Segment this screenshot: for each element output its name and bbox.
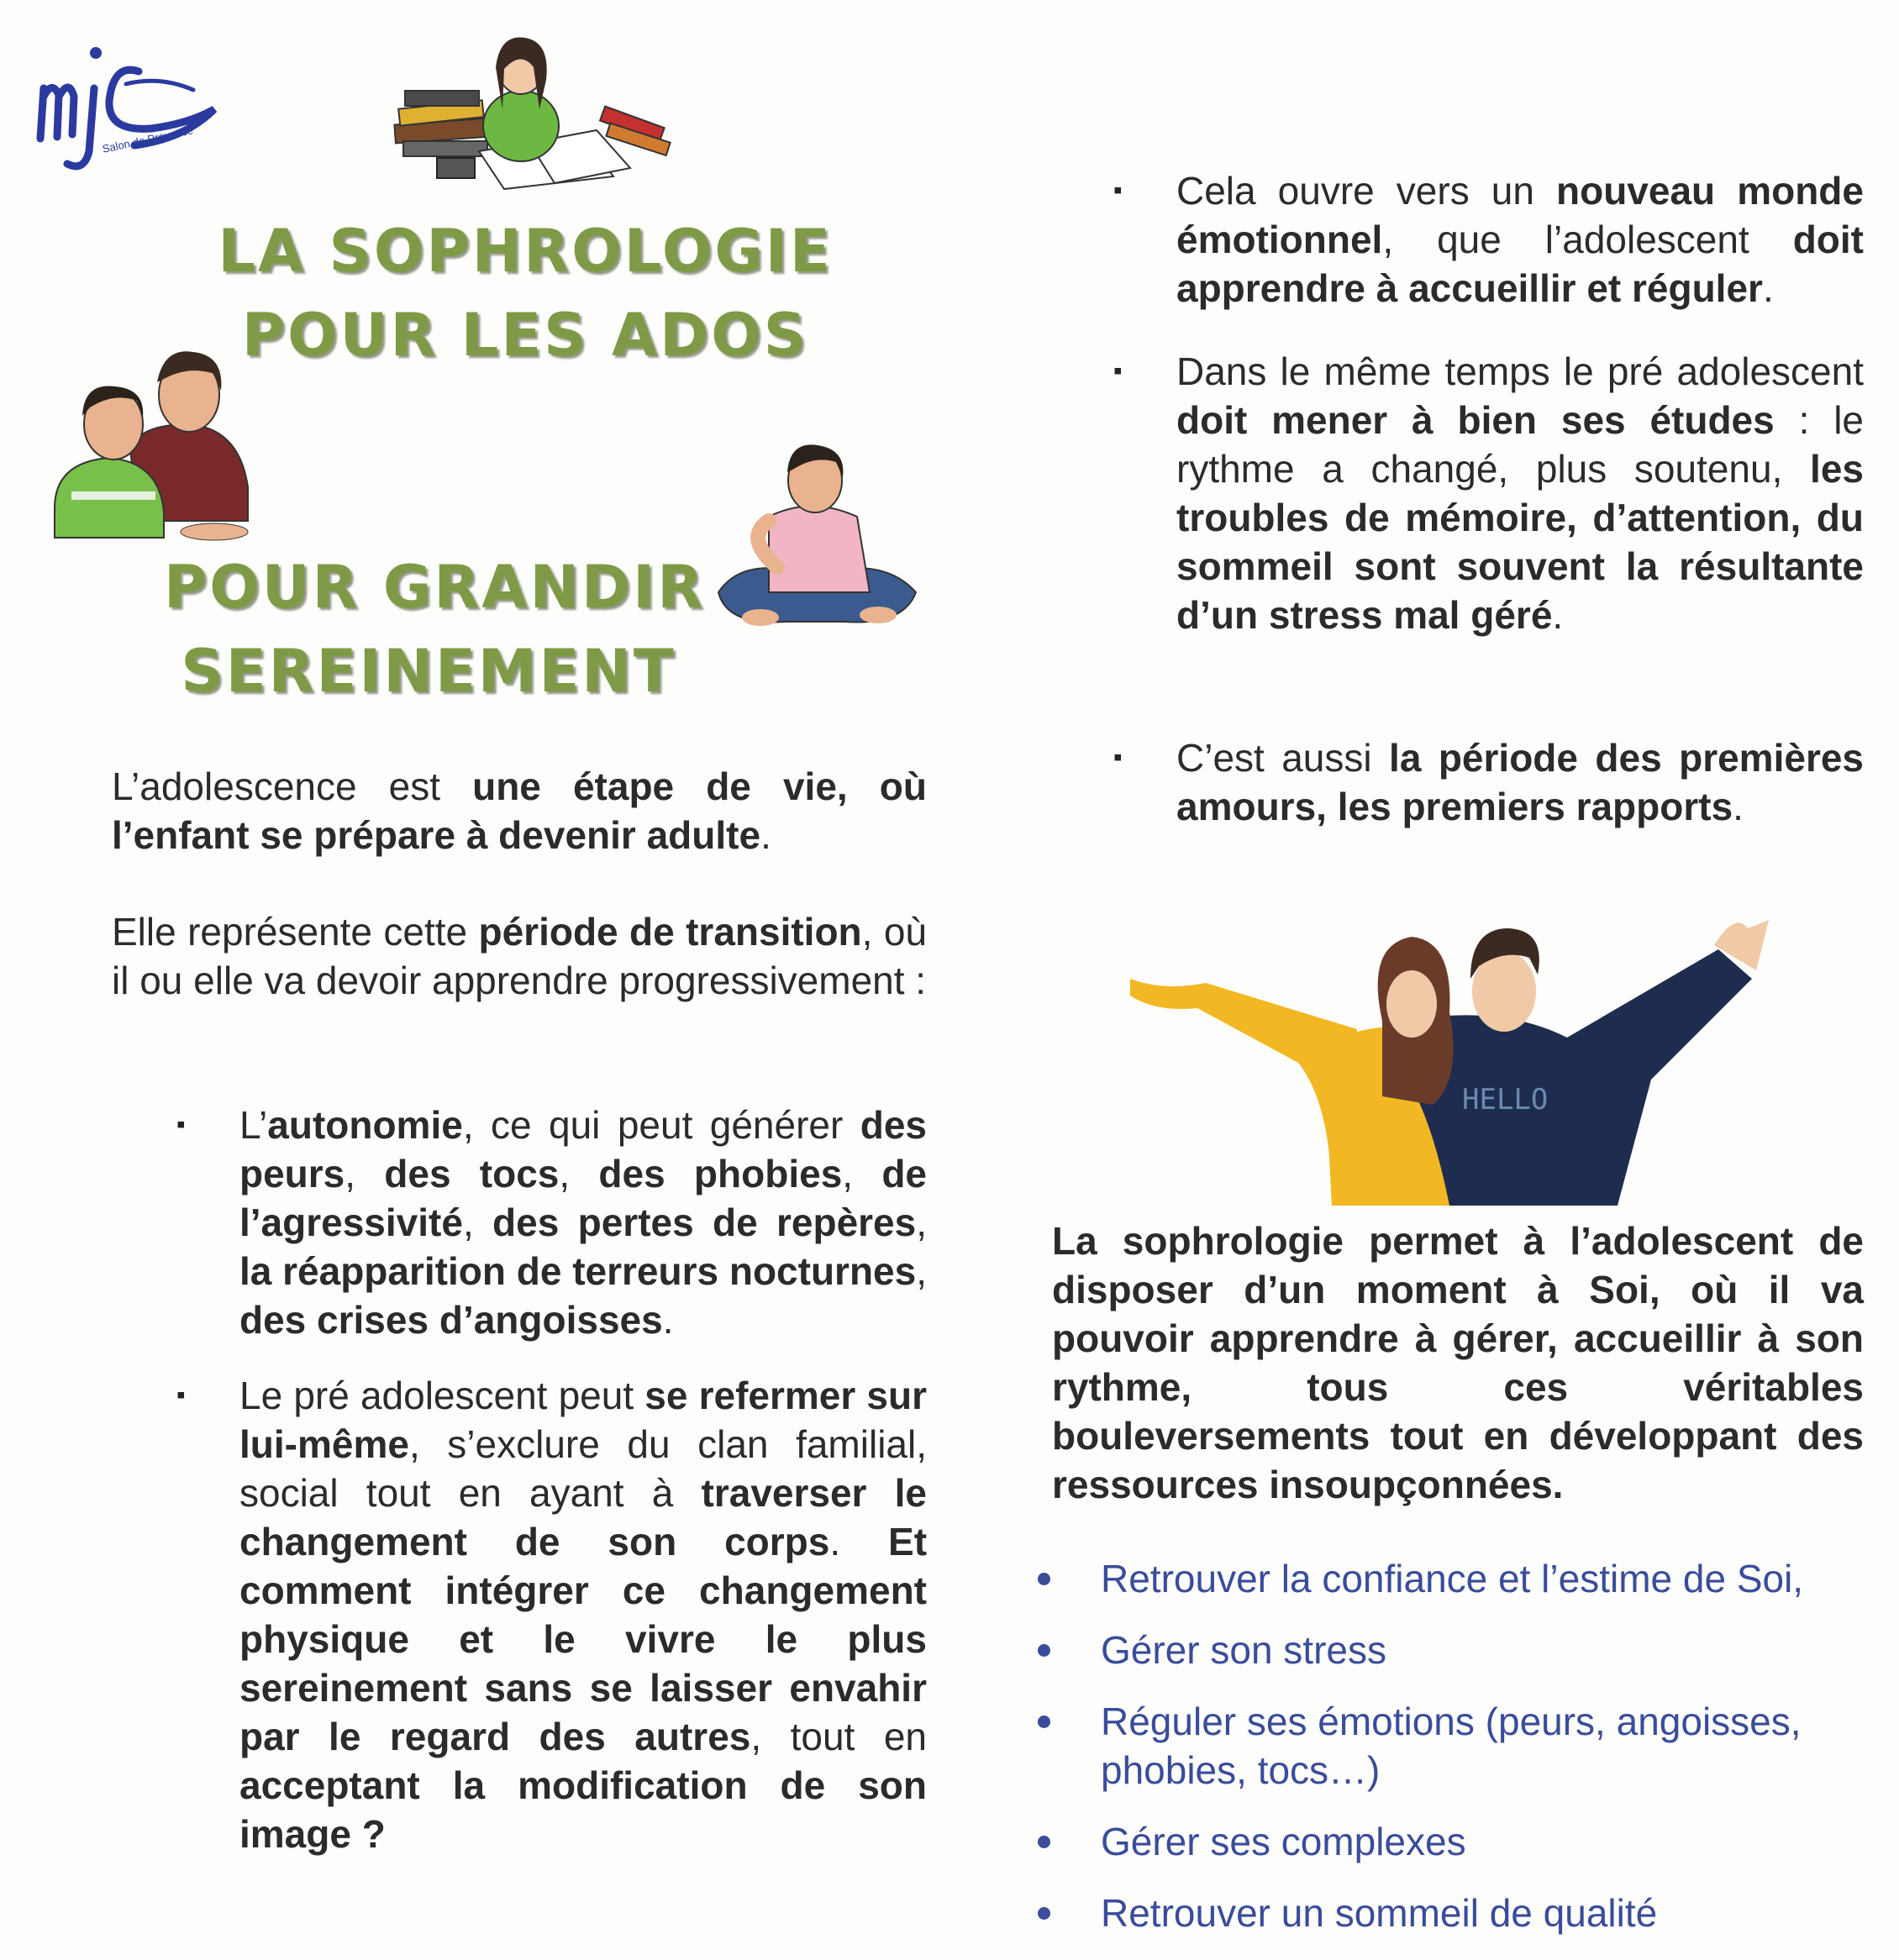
bold-text-segment: des peurs	[239, 1103, 927, 1195]
bullet-marker: ▪	[1113, 176, 1123, 204]
benefit-text: Réguler ses émotions (peurs, angoisses, phobies, tocs…)	[1101, 1700, 1802, 1792]
benefit-item	[1038, 1817, 1865, 1866]
text-segment: , tout en	[750, 1715, 927, 1758]
text-segment: , où il ou elle va devoir apprendre progressivement :	[112, 910, 927, 1002]
bullet-marker: ▪	[176, 1381, 186, 1409]
bullet-dot	[1038, 1836, 1050, 1848]
father-son-illustration	[46, 340, 256, 546]
bold-text-segment: la réapparition de terreurs nocturnes	[239, 1249, 917, 1293]
text-segment: : le rythme a changé, plus soutenu,	[1176, 398, 1864, 491]
couple-illustration	[1130, 912, 1781, 1206]
benefits-list	[1038, 1554, 1865, 1960]
right-bullet-monde-emotionnel	[1176, 166, 1864, 313]
text-segment: ,	[462, 1201, 493, 1244]
hello-text: HELLO	[1462, 1083, 1549, 1117]
bold-text-segment: des pertes de repères	[492, 1201, 917, 1244]
text-segment: , s’exclure du clan familial, social tout en ayant à	[239, 1422, 927, 1515]
intro-paragraph-1	[112, 762, 927, 859]
bullet-dot	[1038, 1716, 1050, 1728]
sitting-boy-illustration	[710, 428, 920, 643]
benefit-item	[1038, 1889, 1865, 1937]
text-segment: , ce qui peut générer	[462, 1103, 860, 1147]
bold-text-segment: Et comment intégrer ce changement physique et le vivre le plus sereinement sans se laisser envahir par le regard des autres	[239, 1520, 928, 1758]
text-segment: .	[760, 813, 771, 857]
title-line-2: POUR LES ADOS	[241, 301, 809, 370]
bold-text-segment: se refermer sur lui-même	[239, 1374, 927, 1466]
title-line-4: SEREINEMENT	[181, 637, 676, 706]
bold-text-segment: de l’agressivité	[239, 1152, 927, 1244]
text-segment: ,	[559, 1152, 599, 1195]
left-bullet-refermer	[239, 1371, 927, 1858]
text-segment: ,	[916, 1249, 928, 1293]
bold-text-segment: doit apprendre à accueillir et réguler	[1176, 218, 1864, 310]
text-segment: ,	[916, 1201, 927, 1244]
right-bullet-premieres-amours	[1176, 733, 1864, 831]
text-segment: .	[1552, 593, 1564, 637]
text-segment: Le pré adolescent peut	[239, 1374, 645, 1417]
benefit-text: Gérer ses complexes	[1101, 1820, 1466, 1863]
bullet-dot	[1038, 1573, 1050, 1585]
bold-text-segment: les troubles de mémoire, d’attention, du sommeil sont souvent la résultante d’un stress mal géré	[1176, 447, 1864, 637]
text-segment: ,	[842, 1152, 882, 1195]
bold-text-segment: des tocs	[384, 1152, 560, 1195]
bullet-marker: ▪	[1113, 744, 1123, 771]
mjc-logo	[34, 38, 227, 181]
bold-text-segment: la période des premières amours, les premiers rapports	[1176, 736, 1865, 828]
text-segment: .	[1762, 266, 1774, 310]
studying-girl-illustration	[387, 34, 697, 197]
benefit-item	[1038, 1554, 1865, 1603]
text-segment: C’est aussi	[1176, 736, 1390, 780]
text-segment: .	[662, 1298, 674, 1342]
bold-text-segment: des crises d’angoisses	[239, 1298, 663, 1342]
benefit-item	[1038, 1697, 1865, 1794]
bold-text-segment: des phobies	[598, 1152, 843, 1195]
text-segment: Dans le même temps le pré adolescent	[1176, 349, 1864, 393]
conclusion-paragraph: La sophrologie permet à l’adolescent de disposer d’un moment à Soi, où il va pouvoir apprendre à gérer, accueillir à son rythme, tous ces véritables bouleversements tout en développant des ressources insoupçonnées.	[1052, 1219, 1864, 1506]
text-segment: L’adolescence est	[112, 765, 473, 808]
intro-paragraph-2	[112, 907, 927, 1005]
bold-text-segment: nouveau monde émotionnel	[1176, 169, 1864, 261]
text-segment: , que l’adolescent	[1382, 218, 1793, 261]
title-line-3: POUR GRANDIR	[164, 553, 706, 622]
bullet-marker: ▪	[176, 1111, 186, 1138]
bullet-dot	[1038, 1907, 1050, 1920]
text-segment: Elle représente cette	[112, 910, 479, 954]
bold-text-segment: traverser le changement de son corps	[239, 1471, 927, 1563]
text-segment: .	[1733, 785, 1744, 828]
bullet-marker: ▪	[1113, 357, 1123, 385]
benefit-text: Gérer son stress	[1101, 1628, 1386, 1672]
left-bullet-autonomie	[239, 1101, 927, 1344]
benefit-item	[1038, 1626, 1865, 1674]
text-segment: L’	[239, 1103, 268, 1147]
text-segment: .	[829, 1520, 889, 1563]
bold-text-segment: période de transition	[478, 910, 862, 954]
right-bullet-etudes	[1176, 347, 1864, 639]
bullet-dot	[1038, 1644, 1050, 1657]
bold-text-segment: autonomie	[267, 1103, 463, 1147]
bold-text-segment: une étape de vie, où l’enfant se prépare à devenir adulte	[112, 765, 927, 857]
text-segment: ,	[345, 1152, 385, 1195]
benefit-text: Retrouver un sommeil de qualité	[1101, 1891, 1658, 1935]
benefit-text: Retrouver la confiance et l’estime de Soi,	[1101, 1557, 1804, 1600]
bold-text-segment: doit mener à bien ses études	[1176, 398, 1775, 442]
text-segment: Cela ouvre vers un	[1176, 169, 1556, 213]
bold-text-segment: acceptant la modification de son image ?	[239, 1763, 927, 1856]
logo-subtitle: Salon de Provence	[101, 123, 195, 155]
title-line-1: LA SOPHROLOGIE	[218, 217, 833, 286]
